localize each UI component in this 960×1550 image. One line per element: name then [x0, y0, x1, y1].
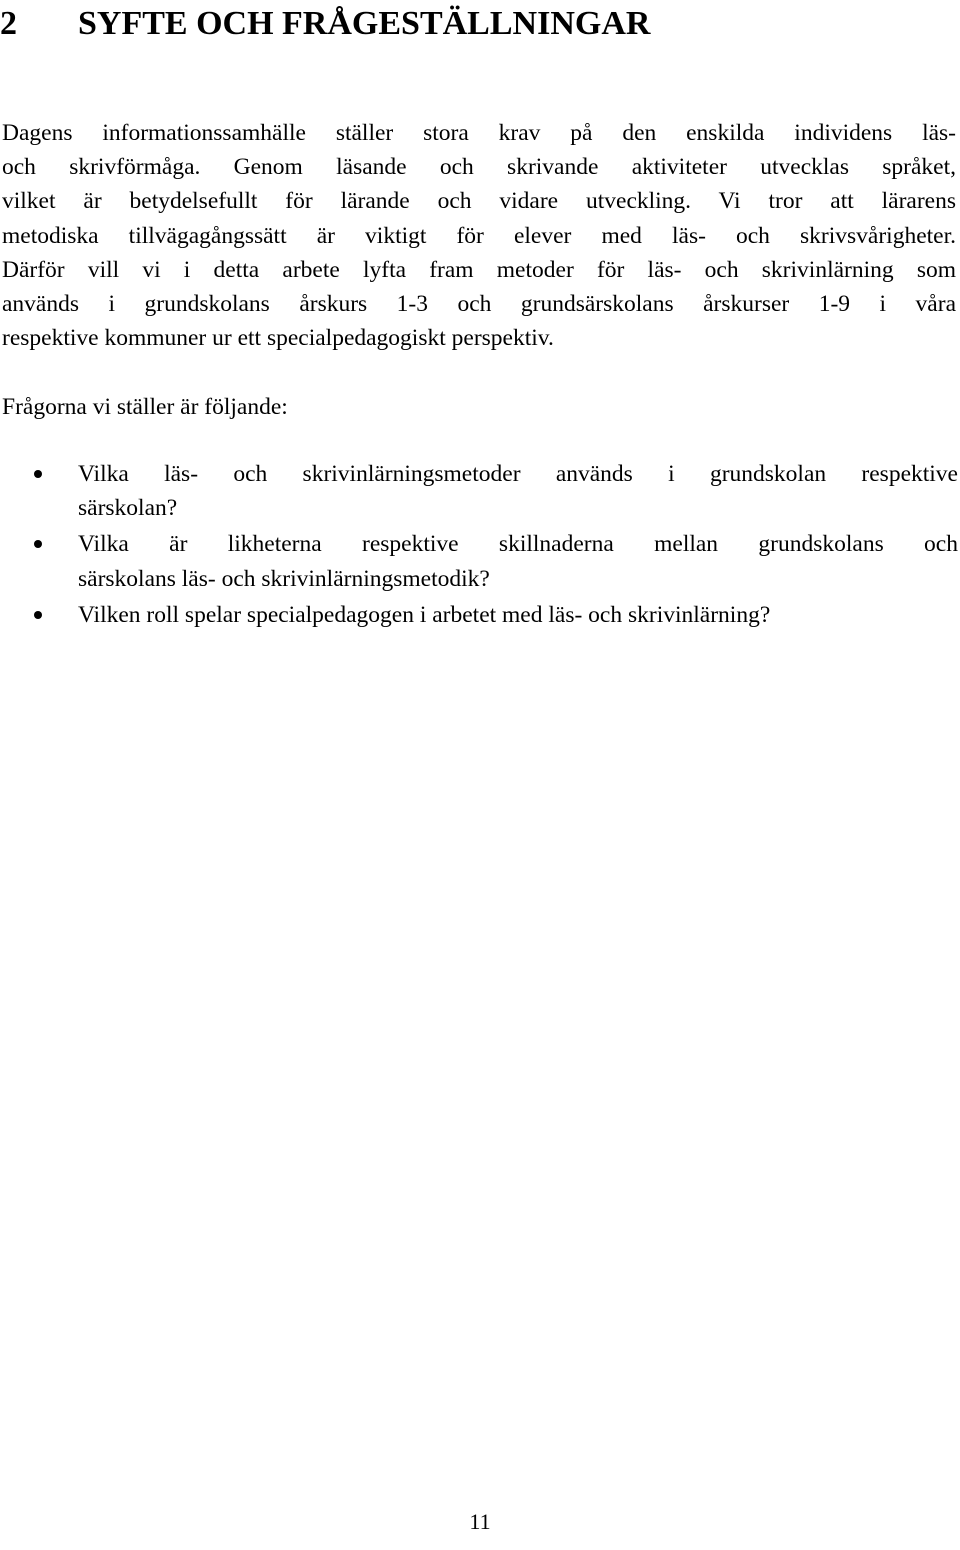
question-item — [0, 457, 958, 525]
intro-paragraph — [2, 116, 956, 355]
bullet-icon — [34, 611, 42, 619]
paragraph-line: metodiska tillvägagångssätt är viktigt för elever med läs- och skrivsvårigheter. — [2, 222, 956, 249]
question-item — [0, 598, 958, 632]
bullet-icon — [34, 470, 42, 478]
question-line: särskolan? — [78, 495, 178, 522]
section-heading — [0, 2, 650, 46]
question-line: Vilka läs- och skrivinlärningsmetoder används i grundskolan respektive — [78, 461, 958, 487]
questions-lead — [2, 390, 956, 424]
section-title: SYFTE OCH FRÅGESTÄLLNINGAR — [78, 5, 651, 42]
paragraph-line: Därför vill vi i detta arbete lyfta fram metoder för läs- och skrivinlärning som — [2, 256, 956, 283]
questions-list — [0, 457, 958, 634]
question-line: särskolans läs- och skrivinlärningsmetodik? — [78, 565, 490, 592]
section-number: 2 — [0, 5, 17, 42]
question-line: Vilka är likheterna respektive skillnaderna mellan grundskolans och — [78, 531, 958, 558]
question-item — [0, 527, 958, 595]
question-line: Vilken roll spelar specialpedagogen i arbetet med läs- och skrivinlärning? — [78, 601, 771, 628]
paragraph-line: respektive kommuner ur ett specialpedagogiskt perspektiv. — [2, 325, 554, 352]
paragraph-line: och skrivförmåga. Genom läsande och skrivande aktiviteter utvecklas språket, — [2, 154, 956, 181]
page-number: 11 — [469, 1509, 491, 1534]
paragraph-line: används i grundskolans årskurs 1-3 och grundsärskolans årskurser 1-9 i våra — [2, 291, 956, 318]
paragraph-line: Dagens informationssamhälle ställer stora krav på den enskilda individens läs- — [2, 120, 956, 146]
questions-lead-text: Frågorna vi ställer är följande: — [2, 394, 288, 420]
paragraph-line: vilket är betydelsefullt för lärande och vidare utveckling. Vi tror att lärarens — [2, 188, 956, 215]
bullet-icon — [34, 540, 42, 548]
